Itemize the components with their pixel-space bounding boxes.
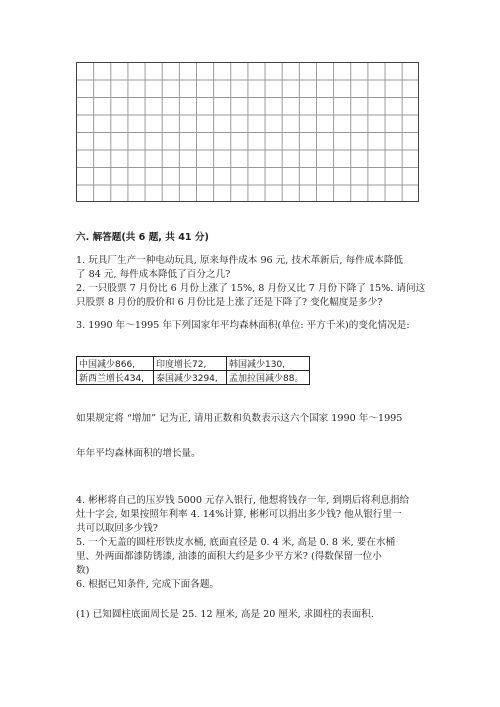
q3-line1: 3. 1990 年～1995 年下列国家年平均森林面积(单位: 平方千米)的变化情况是:	[76, 320, 410, 331]
q3-line2: 如果规定将 “增加” 记为正, 请用正数和负数表示这六个国家 1990 年～1995	[76, 413, 403, 424]
q6-sub1: (1) 已知圆柱底面周长是 25. 12 厘米, 高是 20 厘米, 求圆柱的表面积.	[76, 609, 374, 620]
q4-line1: 4. 彬彬将自己的压岁钱 5000 元存入银行, 他想将钱存一年, 到期后将利息捐给	[76, 495, 410, 506]
q2-line1: 2. 一只股票 7 月份比 6 月份上涨了 15%, 8 月份又比 7 月份下降了 15%. 请问这	[76, 283, 426, 294]
q2-line2: 只股票 8 月份的股价和 6 月份比是上涨了还是下降了? 变化幅度是多少?	[76, 297, 383, 308]
table-row	[77, 371, 310, 385]
table-cell: 新西兰增长434,	[77, 371, 154, 385]
table-cell: 孟加拉国减少88。	[227, 371, 310, 385]
q4-line3: 共可以取回多少钱?	[76, 523, 158, 534]
q5-line1: 5. 一个无盖的圆柱形铁皮水桶, 底面直径是 0. 4 米, 高是 0. 8 米, 要在水桶	[76, 537, 396, 548]
q4-line2: 灶十字会, 如果按照年利率 4. 14%计算, 彬彬可以捐出多少钱? 他从银行里一	[76, 509, 402, 520]
table-cell: 印度增长72,	[154, 357, 227, 371]
table-cell: 韩国减少130,	[227, 357, 310, 371]
q6-line1: 6. 根据已知条件, 完成下面各题。	[76, 579, 220, 590]
table-row	[77, 357, 310, 371]
q5-line3: 数)	[76, 565, 90, 576]
q1-line1: 1. 玩具厂生产一种电动玩具, 原来每件成本 96 元, 技术革新后, 每件成本降低	[76, 255, 404, 266]
q1-line2: 了 84 元, 每件成本降低了百分之几?	[76, 269, 231, 280]
section-title: 六. 解答题(共 6 题, 共 41 分)	[76, 232, 209, 243]
q3-line3: 年年平均森林面积的增长量。	[76, 448, 201, 459]
table-cell: 泰国减少3294,	[154, 371, 227, 385]
forest-table	[76, 356, 310, 385]
table-cell: 中国减少866,	[77, 357, 154, 371]
q5-line2: 里、外两面都漆防锈漆, 油漆的面积大约是多少平方米? (得数保留一位小	[76, 551, 382, 562]
answer-grid	[76, 62, 419, 202]
